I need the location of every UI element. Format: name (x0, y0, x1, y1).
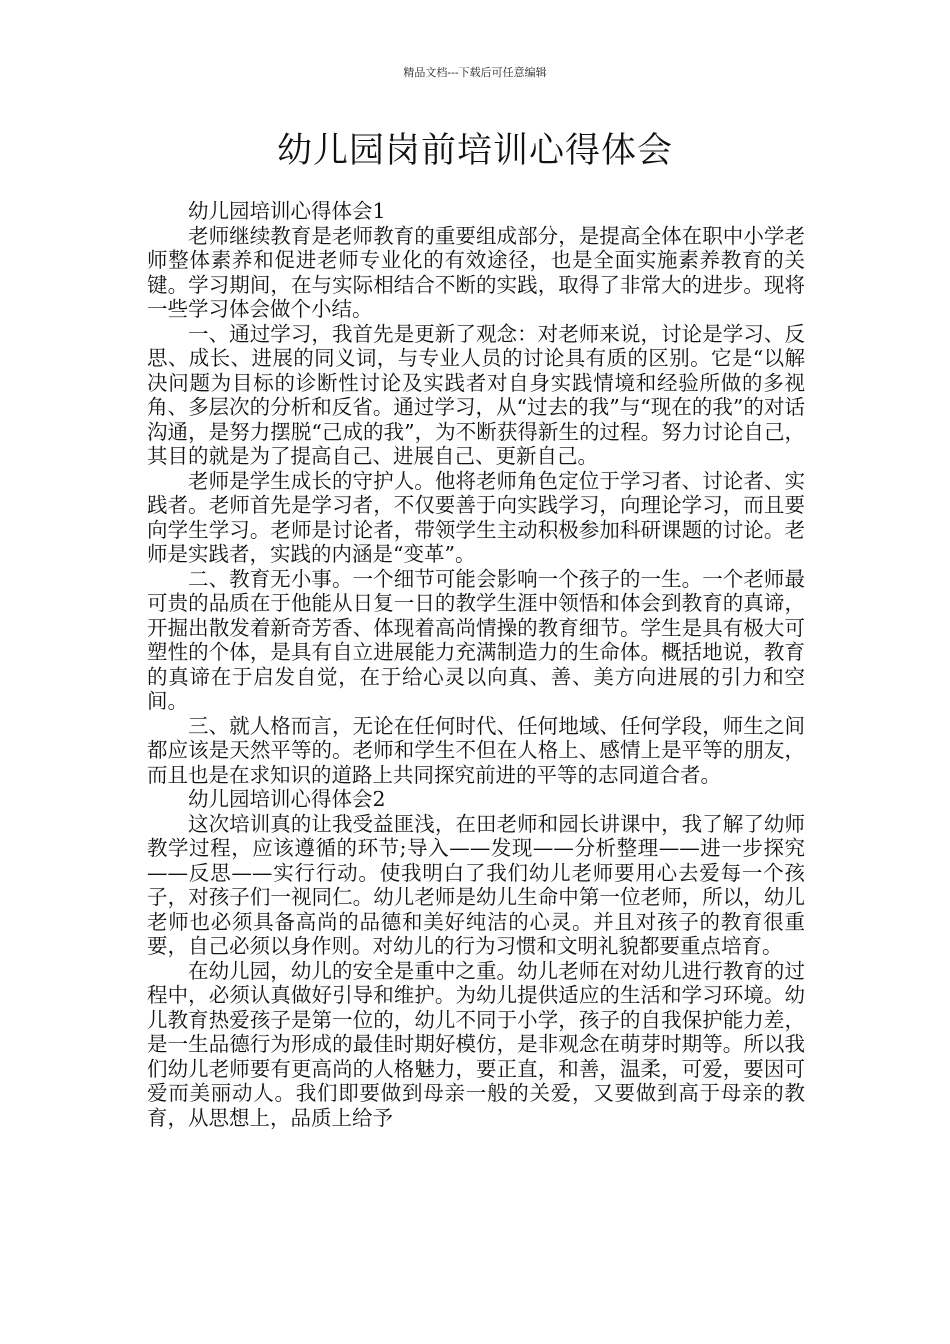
document-body (147, 199, 805, 1130)
section-heading-2: 幼儿园培训心得体会2 (188, 787, 386, 811)
body-paragraph: 三、就人格而言，无论在任何时代、任何地域、任何学段，师生之间都应该是天然平等的。老师和学生不但在人格上、感情上是平等的朋友，而且也是在求知识的道路上共同探究前进的平等的志同道合者。 (147, 713, 805, 787)
body-paragraph: 二、教育无小事。一个细节可能会影响一个孩子的一生。一个老师最可贵的品质在于他能从日复一日的教学生涯中领悟和体会到教育的真谛，开掘出散发着新奇芳香、体现着高尚情操的教育细节。学生是具有极大可塑性的个体，是具有自立进展能力充满制造力的生命体。概括地说，教育的真谛在于启发自觉，在于给心灵以向真、善、美方向进展的引力和空间。 (147, 566, 805, 713)
section-heading-1: 幼儿园培训心得体会1 (188, 199, 386, 223)
document-title: 幼儿园岗前培训心得体会 (276, 131, 673, 171)
body-paragraph: 老师是学生成长的守护人。他将老师角色定位于学习者、讨论者、实践者。老师首先是学习者，不仅要善于向实践学习，向理论学习，而且要向学生学习。老师是讨论者，带领学生主动积极参加科研课题的讨论。老师是实践者，实践的内涵是“变革”。 (147, 468, 805, 566)
body-paragraph: 老师继续教育是老师教育的重要组成部分，是提高全体在职中小学老师整体素养和促进老师专业化的有效途径，也是全面实施素养教育的关键。学习期间，在与实际相结合不断的实践，取得了非常大的进步。现将一些学习体会做个小结。 (147, 223, 805, 321)
body-paragraph: 在幼儿园，幼儿的安全是重中之重。幼儿老师在对幼儿进行教育的过程中，必须认真做好引导和维护。为幼儿提供适应的生活和学习环境。幼儿教育热爱孩子是第一位的，幼儿不同于小学，孩子的自我保护能力差，是一生品德行为形成的最佳时期好模仿，是非观念在萌芽时期等。所以我们幼儿老师要有更高尚的人格魅力，要正直，和善，温柔，可爱，要因可爱而美丽动人。我们即要做到母亲一般的关爱，又要做到高于母亲的教育，从思想上，品质上给予 (147, 958, 805, 1130)
header-note: 精品文档---下载后可任意编辑 (403, 66, 547, 79)
body-paragraph: 一、通过学习，我首先是更新了观念：对老师来说，讨论是学习、反思、成长、进展的同义词，与专业人员的讨论具有质的区别。它是“以解决问题为目标的诊断性讨论及实践者对自身实践情境和经验所做的多视角、多层次的分析和反省。通过学习，从“过去的我”与“现在的我”的对话沟通，是努力摆脱“己成的我”，为不断获得新生的过程。努力讨论自己，其目的就是为了提高自己、进展自己、更新自己。 (147, 321, 805, 468)
body-paragraph: 这次培训真的让我受益匪浅，在田老师和园长讲课中，我了解了幼师教学过程，应该遵循的环节;导入——发现——分析整理——进一步探究——反思——实行行动。使我明白了我们幼儿老师要用心去爱每一个孩子，对孩子们一视同仁。幼儿老师是幼儿生命中第一位老师，所以，幼儿老师也必须具备高尚的品德和美好纯洁的心灵。并且对孩子的教育很重要，自己必须以身作则。对幼儿的行为习惯和文明礼貌都要重点培育。 (147, 811, 805, 958)
